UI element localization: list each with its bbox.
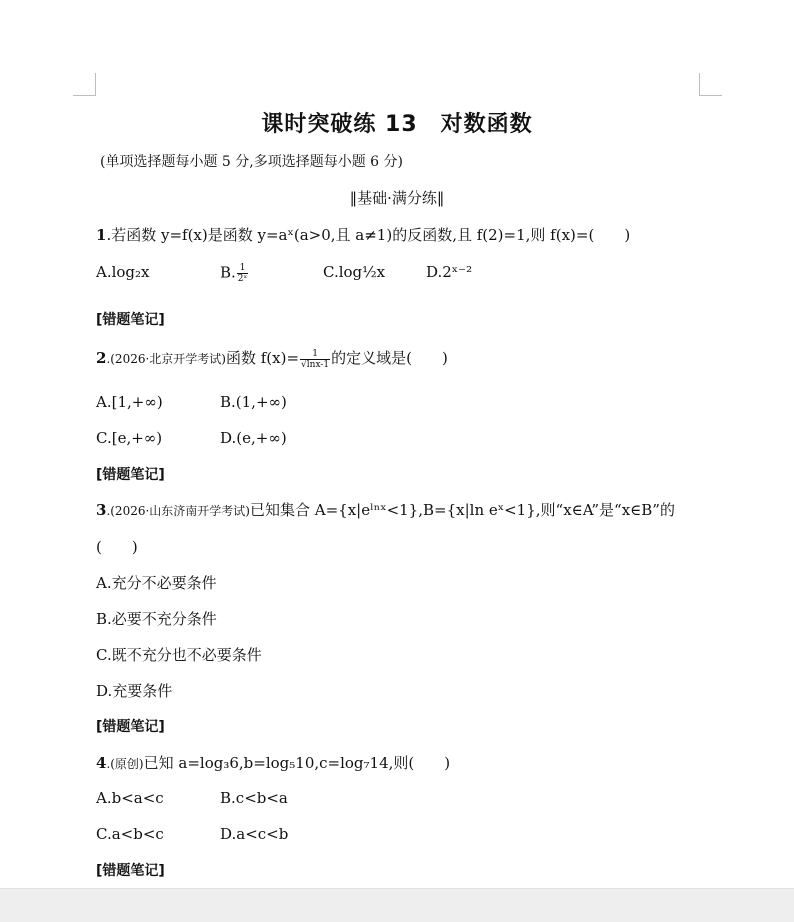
question-stem: 函数 f(x)= (225, 349, 300, 367)
question-source: .(2026·北京开学考试) (106, 352, 226, 366)
q2-option-b: B.(1,+∞) (220, 393, 287, 411)
question-source: .(原创) (106, 757, 144, 771)
fraction-denominator: 2ˣ (237, 274, 248, 284)
question-number: 4 (96, 754, 107, 772)
viewer-bottom-bar (0, 888, 794, 922)
q2-option-a: A.[1,+∞) (96, 393, 163, 411)
page-title: 课时突破练 13 对数函数 (261, 112, 533, 137)
q4-option-c: C.a<b<c (96, 825, 164, 843)
question-source: .(2026·山东济南开学考试) (106, 504, 250, 518)
q4-option-b: B.c<b<a (220, 789, 288, 807)
question-number: 2 (96, 349, 107, 367)
error-note-label: [错题笔记] (96, 312, 165, 328)
q1-option-d: D.2ˣ⁻² (426, 263, 473, 281)
q1-option-b (220, 263, 249, 284)
fraction-numerator: 1 (237, 263, 249, 274)
error-note-label: [错题笔记] (96, 719, 165, 735)
fraction-denominator: √lnx-1 (301, 359, 330, 370)
q3-option-d: D.充要条件 (96, 682, 173, 700)
question-number: 3 (96, 501, 107, 519)
question-1 (96, 225, 630, 245)
fraction (300, 349, 330, 370)
answer-blank: ( ) (96, 538, 138, 556)
question-number: 1 (96, 226, 107, 244)
fraction-numerator: 1 (300, 349, 330, 360)
page-corner-mark-left (73, 73, 96, 96)
q2-option-c: C.[e,+∞) (96, 429, 163, 447)
page-corner-mark-right (699, 73, 722, 96)
q1-option-a: A.log₂x (96, 263, 150, 281)
scoring-note: (单项选择题每小题 5 分,多项选择题每小题 6 分) (100, 154, 403, 170)
q4-option-a: A.b<a<c (96, 789, 164, 807)
question-stem: 已知 a=log₃6,b=log₅10,c=log₇14,则( ) (143, 754, 451, 772)
question-stem-end: 的定义域是( ) (331, 349, 448, 367)
question-4 (96, 753, 450, 774)
question-stem: .若函数 y=f(x)是函数 y=aˣ(a>0,且 a≠1)的反函数,且 f(2)=1,则 f(x)=( ) (106, 226, 631, 244)
section-heading: ‖基础·满分练‖ (349, 189, 445, 207)
option-label: B. (220, 263, 236, 282)
question-3 (96, 500, 675, 521)
q3-option-a: A.充分不必要条件 (96, 574, 217, 592)
q3-option-c: C.既不充分也不必要条件 (96, 646, 262, 664)
fraction (237, 263, 249, 284)
error-note-label: [错题笔记] (96, 863, 165, 879)
error-note-label: [错题笔记] (96, 467, 165, 483)
question-stem: 已知集合 A={x|eˡⁿˣ<1},B={x|ln eˣ<1},则“x∈A”是“x∈B”的 (249, 501, 675, 519)
q2-option-d: D.(e,+∞) (220, 429, 287, 447)
q1-option-c: C.log½x (323, 263, 386, 281)
q4-option-d: D.a<c<b (220, 825, 289, 843)
q3-option-b: B.必要不充分条件 (96, 610, 217, 628)
question-2 (96, 348, 448, 370)
